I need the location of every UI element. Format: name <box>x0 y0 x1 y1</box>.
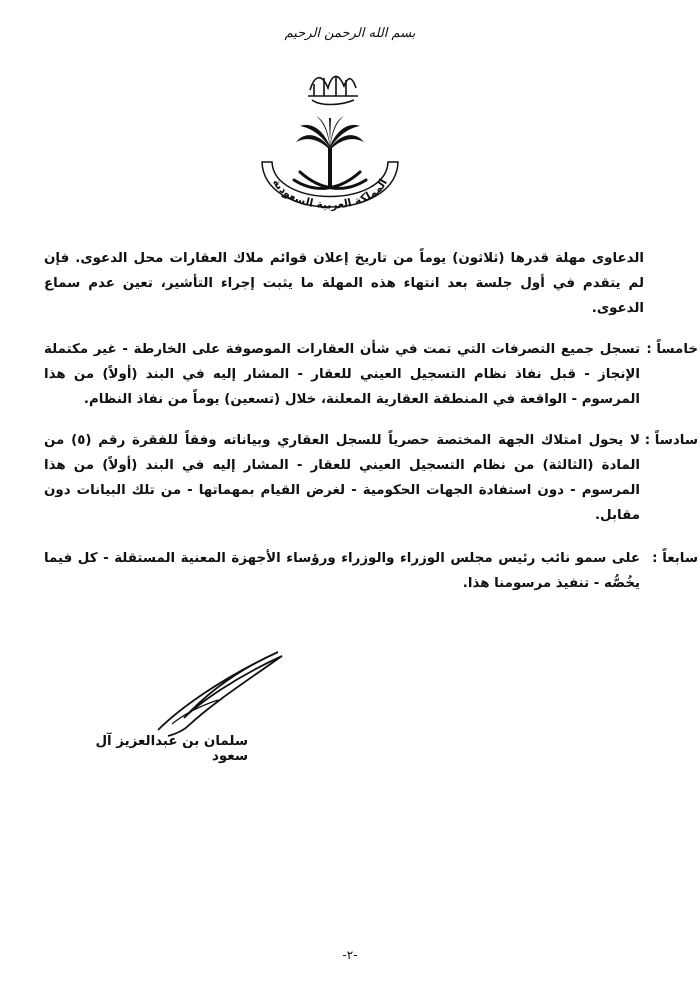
continuation-paragraph: الدعاوى مهلة قدرها (ثلاثون) يوماً من تاريخ إعلان قوائم ملاك العقارات محل الدعوى. فإن لم يتقدم في أول جلسة بعد انتهاء هذه المهلة ما يثبت إجراء التأشير، تعين عدم سماع الدعوى. <box>44 251 644 316</box>
item-text: لا يحول امتلاك الجهة المختصة حصرياً للسجل العقاري وبياناته وفقاً للفقرة رقم (٥) من المادة (الثالثة) من نظام التسجيل العيني للعقار - المشار إليه في البند (أولاً) من هذا المرسوم - دون استفادة الجهات الحكومية - لغرض القيام بمهماتها - من تلك البيانات دون مقابل. <box>44 433 640 523</box>
palm-and-swords-emblem-icon <box>240 62 420 237</box>
item-text: على سمو نائب رئيس مجلس الوزراء والوزراء ورؤساء الأجهزة المعنية المستقلة - كل فيما يخُصُّه - تنفيذ مرسومنا هذا. <box>44 551 640 591</box>
signer-name: سلمان بن عبدالعزيز آل سعود <box>95 734 248 764</box>
item-label: سادساً : <box>644 433 698 448</box>
saudi-emblem <box>240 62 420 237</box>
item-fifth <box>44 337 698 412</box>
item-text: تسجل جميع التصرفات التي تمت في شأن العقارات الموصوفة على الخارطة - غير مكتملة الإنجاز - قبل نفاذ نظام التسجيل العيني للعقار - المشار إليه في البند (أولاً) من هذا المرسوم - الواقعة في المنطقة العقارية المعلنة، خلال (تسعين) يوماً من نفاذ النظام. <box>44 342 640 407</box>
arc-text: المملكة العربية السعودية <box>269 176 391 212</box>
page-number: -٢- <box>342 948 358 962</box>
item-label: سابعاً : <box>652 551 698 566</box>
item-label: خامساً : <box>646 342 698 357</box>
item-sixth <box>44 428 698 528</box>
item-seventh <box>44 546 698 596</box>
shahada-calligraphy-icon <box>308 76 358 105</box>
bismillah-heading: بسم الله الرحمن الرحيم <box>284 26 416 41</box>
